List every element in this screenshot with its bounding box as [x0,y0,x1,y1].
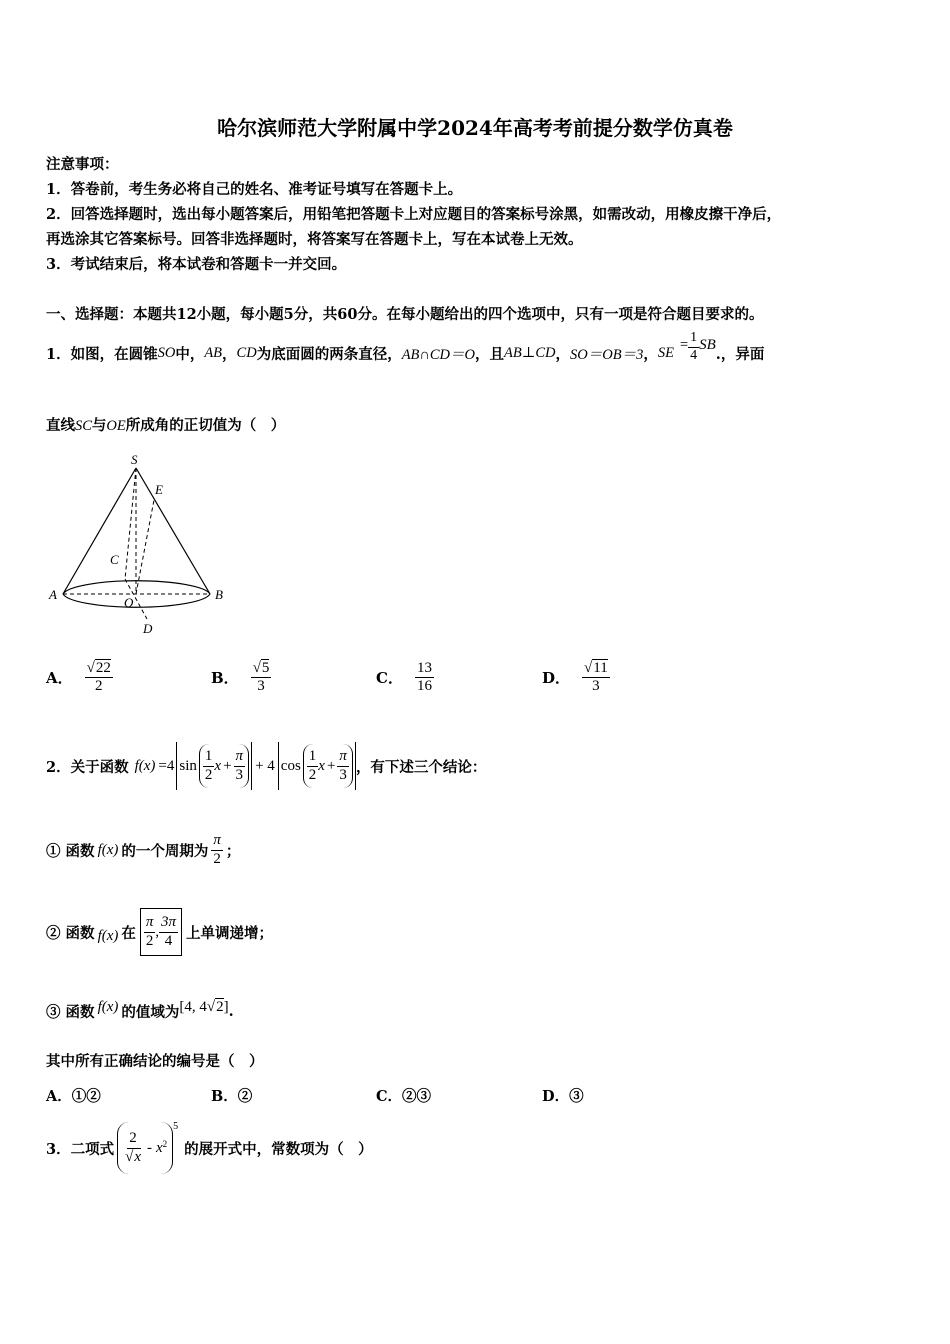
q2-suffix: ，有下述三个结论： [355,758,487,776]
q2-fx: f(x) [134,757,156,774]
q2-option-c-text: ②③ [402,1088,432,1105]
q2-sin: sin [179,757,197,774]
q1-option-b-den: 3 [257,678,265,695]
q2-s1-num: π [211,832,223,850]
q2-s3-range-rad: 2 [216,998,224,1015]
q2-option-b-text: ② [237,1088,253,1105]
label-a: A [49,587,57,602]
q1-option-b-label: B． [211,669,239,688]
q1-option-a-radicand: 22 [95,660,111,676]
q1-cond-length: SO＝OB＝3 [570,346,644,363]
q3-num: 2 [127,1130,139,1148]
cone-edge-right [136,468,210,594]
q2-s2-n2: 3π [159,914,178,932]
q2-ask: 其中所有正确结论的编号是（ ） [46,1053,264,1070]
q3-power: 5 [173,1120,179,1132]
notice-item-2: 2．回答选择题时，选出每小题答案后，用铅笔把答题卡上对应题目的答案标号涂黑，如需改动，用橡皮擦干净后， [46,206,782,223]
q1-sb: SB [699,336,716,353]
q2-s2-b: 在 [121,924,136,942]
q1-option-c[interactable] [376,660,434,696]
q2-prefix: 2．关于函数 [46,758,129,776]
q2-cos-half-num: 1 [307,748,319,766]
q2-option-d[interactable] [542,1085,584,1106]
q2-s2-d2: 4 [164,932,173,949]
notice-heading: 注意事项： [46,156,119,173]
section-heading: 一、选择题：本题共12小题，每小题5分，共60分。在每小题给出的四个选项中，只有一项是符合题目要求的。 [46,306,764,323]
question-1-line-2 [46,414,285,435]
q2-sin-x: x [214,757,222,774]
q2-cos-three: 3 [339,766,347,783]
question-1-line-1 [46,330,764,376]
q2-abs-cos [278,742,356,790]
q2-s3-fx: f(x) [97,998,119,1015]
q3-prefix: 3．二项式 [46,1140,115,1158]
q2-s2-interval: $\frac{\pi}{2}$ , $\frac{3\pi}{4}$ [140,908,182,956]
q2-s1-den: 2 [213,850,221,867]
question-2-stem [46,740,486,792]
q2-option-c[interactable] [376,1085,431,1106]
q1-option-d[interactable] [542,660,610,696]
q3-rad: x [134,1148,141,1165]
label-b: B [215,587,223,602]
q1-se: SE [657,344,674,361]
q3-suffix: 的展开式中，常数项为（ ） [184,1140,373,1158]
q2-eq: =4 [158,757,175,774]
q2-s3-range-a: [4, 4 [179,998,207,1015]
q2-sin-pi: π [234,748,246,766]
q1-frac-den: 4 [690,347,698,363]
q1-ab: AB [204,344,223,361]
q1-comma-3: ， [643,345,658,363]
q1-option-c-num: 13 [415,660,434,678]
q2-s2-c: 上单调递增； [186,924,274,942]
notice-item-1: 1．答卷前，考生务必将自己的姓名、准考证号填写在答题卡上。 [46,181,463,198]
q1-frac-num: 1 [688,330,699,347]
q2-option-a-label: A． [46,1088,72,1105]
q1-text-b: 中， [175,345,205,363]
q2-abs-sin [176,742,252,790]
q2-s3-range-b: ] [223,998,229,1015]
q2-s3-b: 的值域为 [121,1003,180,1021]
q1-text-d: ，且 [475,345,505,363]
q2-s2-n1: π [144,914,156,932]
q2-cos-x: x [318,757,325,774]
q1-option-c-den: 16 [416,678,432,695]
q1-option-c-value [415,660,434,696]
cone-figure [44,450,244,640]
q2-s3-range: [4, 4√2] [179,998,229,1015]
q1-cd: CD [236,344,257,361]
page-title: 哈尔滨师范大学附属中学2024年高考考前提分数学仿真卷 [217,116,733,140]
q2-cos-paren [303,744,353,788]
q3-square: 2 [162,1139,168,1149]
label-d: D [143,621,153,636]
label-s: S [131,452,138,467]
q2-statement-2 [46,906,273,958]
q3-minus: - [147,1139,152,1156]
q1-text-e: .，异面 [715,345,765,363]
q2-statement-1 [46,826,240,874]
q1-text-a: 1．如图，在圆锥 [46,345,158,363]
q2-option-c-label: C． [376,1088,403,1105]
q2-sin-half-num: 1 [203,748,215,766]
q2-s2-d1: 2 [145,932,154,949]
q1-comma: ， [222,345,237,363]
q1-cond-intersect: AB∩CD＝O [401,346,476,363]
q2-option-d-text: ③ [569,1088,584,1105]
q1-option-a-value: $\frac{√22}{2}$ [86,660,111,695]
q1-option-c-label: C． [376,669,403,688]
question-3-stem [46,1118,373,1178]
q1-comma-2: ， [555,345,571,363]
q2-sin-plus: + [223,757,232,774]
q2-option-a[interactable] [46,1085,101,1106]
q2-option-a-text: ①② [71,1088,101,1105]
q1-fraction-quarter [688,330,699,363]
q2-cos-half-den: 2 [308,766,317,783]
q1-option-a-den: 2 [95,678,103,695]
notice-item-3: 3．考试结束后，将本试卷和答题卡一并交回。 [46,256,347,273]
q1-option-d-den: 3 [592,678,600,695]
q2-option-b-label: B． [211,1088,238,1105]
notice-item-2-cont: 再选涂其它答案标号。回答非选择题时，将答案写在答题卡上，写在本试卷上无效。 [46,231,583,248]
q1-option-d-value: $\frac{√11}{3}$ [584,660,608,695]
q1-option-a[interactable] [46,660,113,696]
q2-s3-a: ③ 函数 [46,1003,95,1021]
q2-s3-c: . [228,1002,234,1020]
q1-cond-perp: AB⊥CD [504,344,556,361]
q3-x: x [156,1139,163,1156]
q1-option-b-value: $\frac{√5}{3}$ [252,660,270,695]
q2-sin-three: 3 [235,766,244,783]
q2-sin-half-den: 2 [204,766,213,783]
q2-s2-fx: f(x) [97,927,119,944]
q2-s1-c: ； [225,842,241,860]
q1-line2-a: 直线 [46,417,75,434]
q1-oe: OE [106,418,126,434]
q2-cos-pi: π [337,748,349,766]
q1-line2-b: 与 [91,417,107,434]
q2-s1-b: 的一个周期为 [121,842,209,860]
q2-sin-paren [199,744,249,788]
q2-s1-a: ① 函数 [46,842,95,860]
q2-plus4: + 4 [255,757,275,774]
q1-option-b[interactable] [211,660,271,696]
q2-s2-a: ② 函数 [46,924,95,942]
label-c: C [110,552,119,567]
q1-sc: SC [75,418,92,434]
q1-text-c: 为底面圆的两条直径， [256,345,402,363]
q1-equals: = [679,336,689,353]
q2-option-d-label: D． [542,1088,570,1105]
q1-option-d-label: D． [542,669,571,688]
label-o: O [124,595,134,610]
q2-cos-plus: + [326,757,336,774]
label-e: E [155,482,163,497]
q1-so: SO [157,344,176,361]
q3-binomial: $\frac{2}{√x}$ - x $^2$ [117,1122,173,1174]
q2-s1-fx: f(x) [97,841,119,858]
q1-option-a-label: A． [46,669,73,688]
segment-oe [136,500,154,594]
q1-line2-c: 所成角的正切值为（ ） [125,417,286,434]
q2-cos: cos [280,757,301,774]
q2-option-b[interactable] [211,1085,252,1106]
q2-statement-3 [46,996,234,1026]
q1-option-d-radicand: 11 [593,660,608,676]
q1-option-b-radicand: 5 [261,660,270,676]
